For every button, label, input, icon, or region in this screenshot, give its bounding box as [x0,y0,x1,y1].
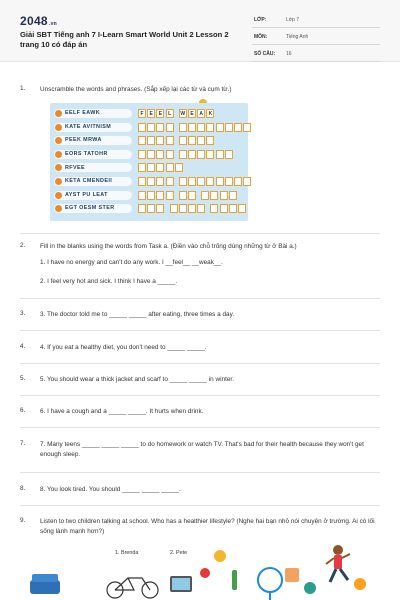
bullet-dot-icon [55,137,62,144]
letter-box[interactable] [156,204,164,213]
bicycle-icon [107,578,158,598]
letter-box[interactable] [179,204,187,213]
letter-box[interactable] [210,191,218,200]
letter-box[interactable]: A [197,109,205,118]
bullet-dot-icon [55,164,62,171]
letter-box[interactable] [234,177,242,186]
letter-box[interactable] [156,123,164,132]
letter-box[interactable] [206,123,214,132]
letter-box[interactable] [179,150,187,159]
letter-box[interactable] [147,150,155,159]
puzzle-row [54,122,244,133]
illustration-drawing [20,540,380,600]
scrambled-label: EELF EAWK [65,110,101,117]
bullet-dot-icon [55,110,62,117]
letter-box[interactable] [138,177,146,186]
letter-box[interactable] [225,150,233,159]
meta-key: LỚP: [254,17,267,23]
scrambled-word [54,191,132,200]
question-text: Unscramble the words and phrases. (Sắp xếp lại các từ và cụm từ.) [40,86,232,93]
letter-box[interactable] [243,177,251,186]
letter-box[interactable] [170,204,178,213]
letter-box[interactable] [147,163,155,172]
letter-box[interactable] [210,204,218,213]
letter-box[interactable] [206,177,214,186]
question-text: 8. You look tired. You should _____ _____ _____. [40,486,181,493]
scrambled-label: AYST PU LEAT [65,191,108,198]
letter-box[interactable] [175,163,183,172]
bullet-dot-icon [55,151,62,158]
letter-box[interactable] [166,191,174,200]
letter-box[interactable] [147,177,155,186]
letter-box[interactable] [216,150,224,159]
bullet-dot-icon [55,124,62,131]
letter-box[interactable] [156,177,164,186]
letter-box[interactable] [220,191,228,200]
letter-box[interactable] [156,136,164,145]
scrambled-label: KATE AVITNISM [65,123,112,130]
question-number: 7. [20,440,26,447]
letter-box[interactable] [156,150,164,159]
letter-box[interactable] [166,136,174,145]
runner-icon [326,545,350,582]
puzzle-row [54,203,244,214]
letter-box[interactable] [147,123,155,132]
meta-value: 16 [286,51,292,57]
letter-box[interactable] [229,204,237,213]
puzzle-row [54,190,244,201]
meta-value: Lớp 7 [286,17,300,23]
letter-box[interactable] [197,150,205,159]
letter-box[interactable] [138,150,146,159]
meta-key: SỐ CÂU: [254,51,276,57]
scrambled-word [54,177,132,186]
scrambled-label: RFVEE [65,164,85,171]
label-brenda: 1. Brenda [115,550,139,556]
meta-row-subject [252,31,380,45]
letter-box[interactable]: E [147,109,155,118]
question-text: 5. You should wear a thick jacket and scarf to _____ _____ in winter. [40,376,234,383]
scrambled-word [54,150,132,159]
divider [20,298,380,299]
bullet-dot-icon [55,205,62,212]
divider [20,472,380,473]
sofa-icon [30,580,60,594]
divider [20,330,380,331]
question-text: Listen to two children talking at school. Who has a healthier lifestyle? (Nghe hai bạn nhỏ nói chuyện ở trường. Ai có lối sống lành mạnh hơn?) [40,518,375,535]
scrambled-word [54,109,132,118]
sub-question-2: 2. I feel very hot and sick. I think I have a _____. [40,278,178,285]
letter-box[interactable] [147,136,155,145]
letter-box[interactable] [138,204,146,213]
question-text: 4. If you eat a healthy diet, you don't need to _____ _____. [40,344,207,351]
letter-box[interactable] [234,123,242,132]
logo-text: 2048 [20,14,48,28]
scrambled-label: KETA CMENDEII [65,178,113,185]
ball-icon [200,568,210,578]
magnifier-icon [214,550,226,562]
scrambled-word [54,136,132,145]
letter-box[interactable] [243,123,251,132]
letter-box[interactable] [138,123,146,132]
letter-box[interactable] [188,123,196,132]
letter-box[interactable] [216,123,224,132]
letter-box[interactable] [229,191,237,200]
letter-box[interactable] [197,123,205,132]
puzzle-row [54,108,244,119]
letter-box[interactable] [197,136,205,145]
meta-row-question-count [252,48,380,62]
divider [20,233,380,234]
meta-key: MÔN: [254,34,268,40]
divider [20,363,380,364]
letter-box[interactable] [188,136,196,145]
divider [20,505,380,506]
site-logo[interactable] [20,14,57,28]
scrambled-word [54,123,132,132]
label-pete: 2. Pete [170,550,188,556]
scrambled-label: EGT OESM STER [65,205,115,212]
bullet-dot-icon [55,178,62,185]
letter-box[interactable]: F [138,109,146,118]
puzzle-row [54,176,244,187]
divider [20,427,380,428]
letter-box[interactable] [179,177,187,186]
racket-icon [258,568,282,592]
document-meta [252,14,380,65]
letter-box[interactable] [179,136,187,145]
meta-row-class [252,14,380,28]
question-number: 1. [20,85,26,92]
meta-value: Tiếng Anh [286,34,309,40]
letter-box[interactable] [197,177,205,186]
document-title: Giải SBT Tiếng anh 7 I-Learn Smart World Unit 2 Lesson 2 trang 10 có đáp án [20,30,229,49]
letter-box[interactable] [147,191,155,200]
puzzle-row [54,162,244,173]
letter-box[interactable] [179,191,187,200]
letter-box[interactable] [156,163,164,172]
divider [20,395,380,396]
letter-box[interactable] [206,150,214,159]
scrambled-label: PEEK MRWA [65,137,102,144]
apple-icon [304,582,316,594]
logo-suffix: .vn [48,21,58,27]
document-header [0,0,400,62]
letter-box[interactable] [166,123,174,132]
letter-box[interactable] [147,204,155,213]
question-number: 6. [20,407,26,414]
letter-box[interactable] [179,123,187,132]
question-text: Fill in the blanks using the words from Task a. (Điền vào chỗ trống dùng những từ ở Bài a.) [40,243,297,250]
letter-box[interactable] [188,177,196,186]
question-number: 2. [20,242,26,249]
puzzle-row [54,149,244,160]
scrambled-label: EORS TATOHR [65,150,108,157]
letter-box[interactable] [220,204,228,213]
letter-box[interactable]: E [156,109,164,118]
letter-box[interactable] [156,191,164,200]
food-icon [285,568,299,582]
sub-question-1: 1. I have no energy and can't do any work. I __feel__ __weak__. [40,259,223,266]
letter-box[interactable] [188,150,196,159]
letter-box[interactable] [166,177,174,186]
letter-box[interactable]: W [180,111,186,117]
letter-box[interactable]: K [206,109,214,118]
question-number: 9. [20,517,26,524]
question-number: 5. [20,375,26,382]
question-text: 7. Many teens _____ _____ _____ to do homework or watch TV. That's bad for their health because they won't get enough sleep. [40,441,364,458]
puzzle-row [54,135,244,146]
letter-box[interactable] [138,136,146,145]
letter-box[interactable] [201,191,209,200]
lifestyle-illustration [20,540,380,600]
letter-box[interactable] [188,191,196,200]
scrambled-word [54,204,132,213]
letter-box[interactable]: E [188,109,196,118]
bullet-dot-icon [55,192,62,199]
letter-box[interactable] [216,177,224,186]
letter-box[interactable] [138,191,146,200]
question-number: 8. [20,485,26,492]
question-text: 6. I have a cough and a _____ _____. It hurts when drink. [40,408,204,415]
letter-box[interactable]: L [166,109,174,118]
letter-box[interactable] [206,136,214,145]
bottle-icon [232,570,237,590]
letter-box[interactable] [138,163,146,172]
question-number: 3. [20,310,26,317]
letter-box[interactable] [225,123,233,132]
letter-box[interactable] [188,204,196,213]
letter-box[interactable] [238,204,246,213]
word-puzzle [50,103,248,221]
letter-box[interactable] [166,163,174,172]
orange-icon [354,578,366,590]
scrambled-word [54,163,132,172]
letter-box[interactable] [225,177,233,186]
letter-box[interactable] [197,204,205,213]
question-number: 4. [20,343,26,350]
letter-box[interactable] [166,150,174,159]
question-text: 3. The doctor told me to _____ _____ after eating, three times a day. [40,311,235,318]
